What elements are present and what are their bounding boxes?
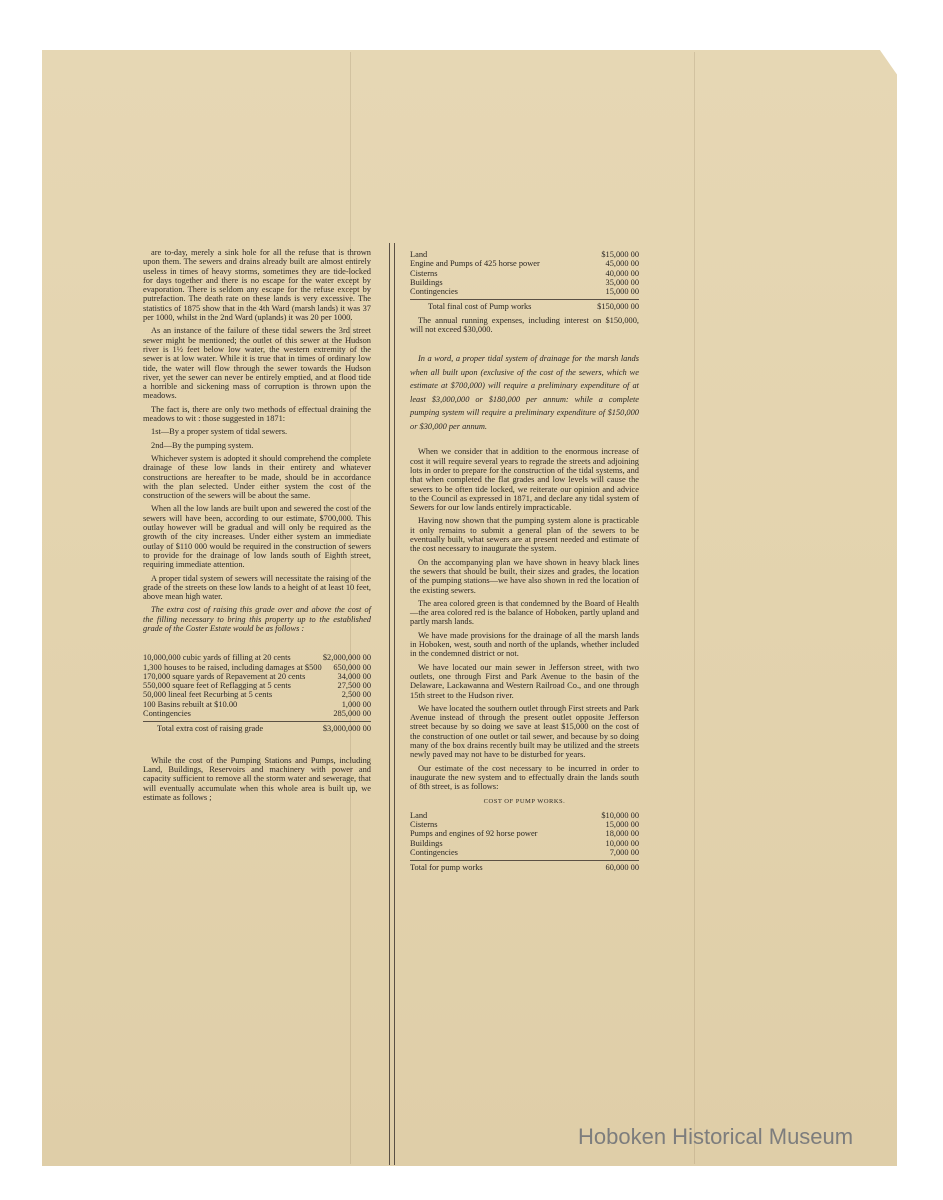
row-label: Buildings [410,277,443,287]
row-value: 35,000 00 [605,277,639,287]
paragraph: We have made provisions for the drainage of all the marsh lands in Hoboken, west, south and north of the uplands, whether included in the condemned district or not. [410,630,639,659]
row-label: Land [410,250,428,259]
paragraph: While the cost of the Pumping Stations and Pumps, including Land, Buildings, Reservoirs and machinery with power and capacity sufficient to remove all the storm water and sewerage, that will eventually accumulate when this whole area is built up, we estimate as follows ; [143,755,371,802]
museum-watermark: Hoboken Historical Museum [578,1124,854,1149]
total-value: 60,000 00 [605,863,639,873]
table-row [410,839,639,848]
paragraph: are to-day, merely a sink hole for all the refuse that is thrown upon them. The sewers and drains already built are almost entirely useless in times of heavy storms, sometimes they are tide-locked for days together and there is no escape for the water except by evaporation. There is seldom any escape for the refuse except by putrefaction. The death rate on these lands is very excessive. The statistics of 1875 show that in the 4th Ward (marsh lands) it was 37 per 1000, whilst in the 2nd Ward (uplands) it was 20 per 1000. [143,248,371,323]
grade-cost-table [143,653,371,733]
row-label: 100 Basins rebuilt at $10.00 [143,699,238,709]
table-row [410,848,639,857]
right-column [410,250,639,873]
row-label: Cisterns [410,268,438,278]
row-value: $2,000,000 00 [322,653,371,663]
row-value: 285,000 00 [333,709,371,719]
row-label: Contingencies [143,709,191,719]
paragraph: The area colored green is that condemned by the Board of Health—the area colored red is the balance of Hoboken, partly upland and partly marsh lands. [410,598,639,627]
total-value: $150,000 00 [597,302,639,312]
table-row [143,681,371,690]
row-label: Buildings [410,838,443,848]
table-total-row [143,721,371,733]
row-value: 10,000 00 [605,838,639,848]
row-value: 1,000 00 [341,699,371,709]
row-label: Cisterns [410,820,438,830]
row-value: 650,000 00 [333,662,371,672]
table-row [410,269,639,278]
table-row [410,259,639,268]
table-row [143,663,371,672]
table-row [143,690,371,699]
column-divider [389,243,395,1165]
row-value: 18,000 00 [605,829,639,839]
table-row [410,278,639,287]
italic-intro: The extra cost of raising this grade over and above the cost of the filling necessary to bring this property up to the established grade of the Coster Estate would be as follows : [143,605,371,633]
table-row [410,250,639,259]
row-label: 10,000,000 cubic yards of filling at 20 cents [143,653,291,663]
fold-crease [694,52,695,1164]
paragraph: Our estimate of the cost necessary to be incurred in order to inaugurate the new system and to effectually drain the lands south of 8th street, is as follows: [410,763,639,792]
table-row [143,672,371,681]
row-label: Pumps and engines of 92 horse power [410,829,538,839]
row-value: 34,000 00 [337,671,371,681]
table-row [143,700,371,709]
row-value: 40,000 00 [605,268,639,278]
row-label: Contingencies [410,287,458,297]
total-label: Total for pump works [410,863,483,873]
row-label: Land [410,810,428,820]
table-total-row [410,299,639,311]
row-label: 1,300 houses to be raised, including damages at $500 [143,662,322,672]
total-value: $3,000,000 00 [322,724,371,734]
paragraph: A proper tidal system of sewers will necessitate the raising of the grade of the streets on these low lands to a height of at least 10 feet, above mean high water. [143,573,371,602]
paragraph: When we consider that in addition to the enormous increase of cost it will require several years to regrade the streets and adjoining lots in order to prepare for the construction of the tidal systems, and that when completed the flat grades and low levels will cause the sewers to be often tide locked, we reiterate our opinion and advice to the Council as expressed in 1871, and declare any tidal system of Sewers for our low lands entirely impracticable. [410,447,639,513]
row-value: 15,000 00 [605,287,639,297]
row-value: $10,000 00 [601,810,639,820]
paragraph: 2nd—By the pumping system. [151,440,254,450]
paragraph: 1st—By a proper system of tidal sewers. [151,427,288,437]
row-value: 45,000 00 [605,259,639,269]
total-label: Total extra cost of raising grade [157,724,264,734]
table-row [143,709,371,718]
total-label: Total final cost of Pump works [428,302,532,312]
row-label: 50,000 lineal feet Recurbing at 5 cents [143,690,273,700]
row-label: 170,000 square yards of Repavement at 20 cents [143,671,306,681]
table-heading: COST OF PUMP WORKS. [483,798,566,806]
row-value: 2,500 00 [341,690,371,700]
row-value: $15,000 00 [601,250,639,259]
paragraph: We have located the southern outlet through First streets and Park Avenue instead of through the present outlet opposite Jefferson street because by so doing we save at least $15,000 on the cost of the construction of one outlet or tail sewer, and because by so doing many of the box drains recently built may be utilized and the streets newly paved may not have to be disturbed for years. [410,703,639,760]
paragraph: On the accompanying plan we have shown in heavy black lines the sewers that should be built, their sizes and grades, the location of the pumping stations—we have also shown in red the location of the existing sewers. [410,557,639,595]
table-row [410,811,639,820]
table-row [410,829,639,838]
table-total-row [410,860,639,872]
row-label: 550,000 square feet of Reflagging at 5 cents [143,681,291,691]
italic-summary: In a word, a proper tidal system of drainage for the marsh lands when all built upon (exclusive of the cost of the sewers, which we estimate at $700,000) will require a preliminary expenditure of at least $3,000,000 or $180,000 per annum: while a complete pumping system will require a preliminary expenditure of $150,000 or $30,000 per annum. [410,354,639,431]
paragraph: As an instance of the failure of these tidal sewers the 3rd street sewer might be mentioned; the outlet of this sewer at the Hudson river is 1½ feet below low water, the western extremity of the sewer is at low water. While it is true that in times of ordinary low tide, the water will flow through the sewer towards the Hudson river, yet the sewer can never be entirely emptied, and at flood tide a horrible and sickening mass of corruption is thrown upon the meadows. [143,326,371,401]
paragraph: When all the low lands are built upon and sewered the cost of the sewers will have been, according to our estimate, $700,000. This outlay however will be gradual and will only be required as the growth of the city increases. Under either system an immediate outlay of $110 000 would be required in the construction of sewers to provide for the drainage of low lands south of Eighth street, requiring immediate attention. [143,504,371,570]
pump-cost-table [410,250,639,312]
paragraph: The fact is, there are only two methods of effectual draining the meadows to wit : those suggested in 1871: [143,404,371,424]
row-label: Engine and Pumps of 425 horse power [410,259,540,269]
row-label: Contingencies [410,847,458,857]
table-row [410,287,639,296]
paragraph: Having now shown that the pumping system alone is practicable it only remains to submit a general plan of the sewers to be eventually built, what sewers are at present needed and estimate of the cost necessary to inaugurate the system. [410,516,639,554]
table-row [143,653,371,662]
pump-works-table [410,811,639,873]
paragraph: The annual running expenses, including interest on $150,000, will not exceed $30,000. [410,315,639,335]
row-value: 27,500 00 [337,681,371,691]
paragraph: Whichever system is adopted it should comprehend the complete drainage of these low lands in their entirety and whatever constructions are hereafter to be made, should be in accordance with the plan selected. Under either system the cost of the construction of the sewers will be about the same. [143,453,371,501]
paragraph: We have located our main sewer in Jefferson street, with two outlets, one through First and Park Avenue to the basin of the Delaware, Lackawanna and Western Railroad Co., and one through 15th street to the Hudson river. [410,662,639,700]
row-value: 7,000 00 [609,847,639,857]
table-row [410,820,639,829]
left-column [143,248,371,806]
row-value: 15,000 00 [605,820,639,830]
